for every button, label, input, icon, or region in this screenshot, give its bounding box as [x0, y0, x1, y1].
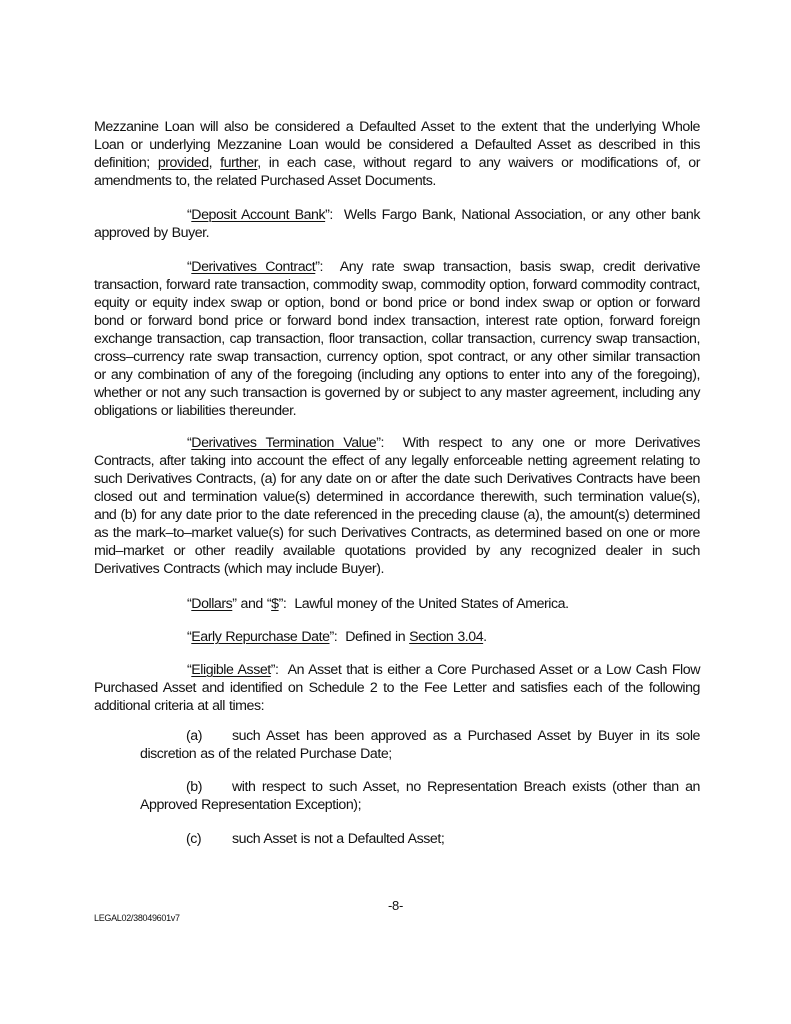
- quote-close: ”:: [278, 596, 295, 612]
- term-further: further: [220, 155, 258, 171]
- quote-open: “: [187, 207, 192, 223]
- separator: ,: [208, 155, 221, 171]
- definition-deposit-account-bank: [94, 206, 700, 242]
- defined-term: Derivatives Contract: [191, 259, 316, 275]
- definition-eligible-asset: [94, 661, 700, 715]
- quote-open: “: [187, 435, 192, 451]
- definition-body: Lawful money of the United States of America.: [294, 596, 569, 612]
- defined-term-dollar-sign: $: [271, 596, 279, 612]
- definition-body: With respect to any one or more Derivatives Contracts, after taking into account the effect of any legally enforceable netting agreement relating to such Derivatives Contracts, (a) for any date on or after the date such Derivatives Contracts have been closed out and termination value(s) determined in accordance therewith, such termination value(s), and (b) for any date prior to the date referenced in the preceding clause (a), the amount(s) determined as the mark–to–market value(s) for such Derivatives Contracts, as determined based on one or more mid–market or other readily available quotations provided by any recognized dealer in such Derivatives Contracts (which may include Buyer).: [94, 435, 700, 577]
- definition-body: Any rate swap transaction, basis swap, credit derivative transaction, forward rate transaction, commodity swap, commodity option, forward commodity contract, equity or equity index swap or option, bond or bond price or bond index swap or option or forward bond or forward bond price or forward bond index transaction, interest rate option, forward foreign exchange transaction, cap transaction, floor transaction, collar transaction, currency swap transaction, cross–currency rate swap transaction, currency option, spot contract, or any other similar transaction or any combination of any of the foregoing (including any options to enter into any of the foregoing), whether or not any such transaction is governed by or subject to any master agreement, including any obligations or liabilities thereunder.: [94, 259, 701, 419]
- quote-open: “: [187, 662, 192, 678]
- defined-term: Early Repurchase Date: [191, 629, 330, 645]
- definition-body: Wells Fargo Bank, National Association, or any other bank approved by Buyer.: [94, 207, 701, 241]
- criterion-label: (c): [186, 831, 202, 847]
- criterion-b: [140, 778, 700, 814]
- criterion-text: with respect to such Asset, no Representation Breach exists (other than an Approved Representation Exception);: [140, 779, 700, 813]
- quote-close: ”:: [315, 259, 340, 275]
- criterion-text: such Asset is not a Defaulted Asset;: [232, 831, 445, 847]
- quote-close: ”:: [270, 662, 288, 678]
- definition-dollars: [94, 595, 700, 613]
- definition-body: An Asset that is either a Core Purchased Asset or a Low Cash Flow Purchased Asset and identified on Schedule 2 to the Fee Letter and satisfies each of the following additional criteria at all times:: [94, 662, 700, 714]
- criterion-a: [140, 727, 700, 763]
- period: .: [483, 629, 487, 645]
- page-number: -8-: [388, 898, 403, 913]
- definition-early-repurchase-date: [94, 628, 700, 646]
- paragraph-text: , in each case, without regard to any waivers or modifications of, or amendments to, the related Purchased Asset Documents.: [94, 155, 701, 189]
- section-reference: Section 3.04: [409, 629, 484, 645]
- criterion-text: such Asset has been approved as a Purchased Asset by Buyer in its sole discretion as of the related Purchase Date;: [140, 728, 700, 762]
- criterion-label: (b): [186, 779, 202, 795]
- quote-open: “: [187, 259, 192, 275]
- defined-term: Dollars: [191, 596, 233, 612]
- criterion-label: (a): [186, 728, 202, 744]
- term-provided: provided: [157, 155, 209, 171]
- defined-term: Deposit Account Bank: [191, 207, 326, 223]
- paragraph-defaulted-asset-continuation: [94, 118, 700, 190]
- quote-close: ”:: [325, 207, 344, 223]
- criterion-c: [140, 830, 700, 848]
- quote-open: “: [187, 629, 192, 645]
- document-id: LEGAL02/38049601v7: [94, 913, 180, 923]
- definition-derivatives-termination-value: [94, 434, 700, 578]
- paragraph-text: Mezzanine Loan will also be considered a Defaulted Asset to the extent that the underlying Whole Loan or underlying Mezzanine Loan would be considered a Defaulted Asset as described in this definition;: [94, 119, 700, 171]
- quote-close: ”:: [329, 629, 346, 645]
- quote-close: ”:: [376, 435, 403, 451]
- quote-open: “: [187, 596, 192, 612]
- defined-term: Eligible Asset: [191, 662, 271, 678]
- defined-term: Derivatives Termination Value: [191, 435, 377, 451]
- quote-mid: ” and “: [232, 596, 272, 612]
- definition-body: Defined in: [345, 629, 410, 645]
- definition-derivatives-contract: [94, 258, 700, 420]
